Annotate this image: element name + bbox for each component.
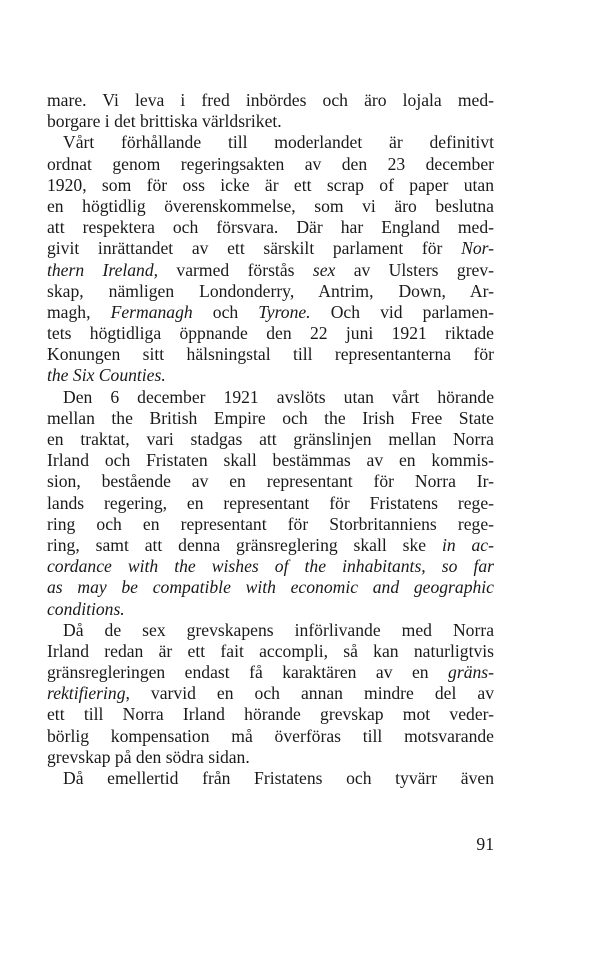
italic-text: in ac- xyxy=(441,534,494,555)
text-segment: Då de sex grevskapens införlivande med Norra xyxy=(63,619,494,640)
text-line xyxy=(47,175,494,196)
text-segment: varmed förstås xyxy=(158,259,313,280)
text-line xyxy=(47,217,494,238)
text-segment: Då emellertid från Fristatens och tyvärr även xyxy=(63,768,494,788)
italic-text: thern Ireland, xyxy=(47,259,159,280)
text-line xyxy=(47,726,494,747)
text-segment: och xyxy=(192,301,259,322)
text-line xyxy=(47,535,494,556)
text-line xyxy=(47,196,494,217)
body-text xyxy=(47,90,494,789)
text-line xyxy=(47,514,494,535)
text-segment: mellan the British Empire och the Irish Free State xyxy=(47,407,494,428)
text-line xyxy=(47,302,494,323)
text-segment: gränsregleringen endast få karaktären av en xyxy=(47,662,449,683)
text-line xyxy=(47,683,494,704)
italic-text: as may be compatible with economic and geographic xyxy=(47,577,494,598)
text-line xyxy=(47,154,494,175)
italic-text: gräns- xyxy=(448,662,494,683)
text-segment: att respektera och försvara. Där har England med- xyxy=(47,217,494,238)
text-segment: skap, nämligen Londonderry, Antrim, Down, Ar- xyxy=(47,280,494,301)
italic-text: Tyrone. xyxy=(258,301,311,322)
text-line xyxy=(47,556,494,577)
italic-text: Nor- xyxy=(461,238,494,259)
italic-text: Fermanagh xyxy=(110,301,193,322)
text-segment: 1920, som för oss icke är ett scrap of paper utan xyxy=(47,174,494,195)
text-line xyxy=(47,387,494,408)
text-segment: Den 6 december 1921 avslöts utan vårt hörande xyxy=(63,386,494,407)
text-segment: en högtidlig överenskommelse, som vi äro beslutna xyxy=(47,195,494,216)
text-segment: Irland och Fristaten skall bestämmas av en kommis- xyxy=(47,450,494,471)
text-segment: magh, xyxy=(47,301,111,322)
text-line xyxy=(47,260,494,281)
text-line xyxy=(47,323,494,344)
text-segment: lands regering, en representant för Fristatens rege- xyxy=(47,492,494,513)
text-segment: Och vid parlamen- xyxy=(310,301,494,322)
text-line xyxy=(47,768,494,789)
page-number: 91 xyxy=(476,834,494,854)
text-segment: av Ulsters grev- xyxy=(335,259,495,280)
text-segment: ordnat genom regeringsakten av den 23 december xyxy=(47,153,494,174)
italic-text: sex xyxy=(312,259,336,280)
text-line xyxy=(47,238,494,259)
text-line xyxy=(47,599,494,620)
text-segment: mare. Vi leva i fred inbördes och äro lojala med- xyxy=(47,90,494,110)
italic-text: conditions. xyxy=(47,598,125,619)
text-line xyxy=(47,111,494,132)
text-line xyxy=(47,450,494,471)
text-line xyxy=(47,471,494,492)
text-segment: givit inrättandet av ett särskilt parlament för xyxy=(47,238,462,259)
text-segment: ett till Norra Irland hörande grevskap mot veder- xyxy=(47,704,494,725)
text-line xyxy=(47,408,494,429)
text-segment: varvid en och annan mindre del av xyxy=(129,683,494,704)
text-line xyxy=(47,747,494,768)
text-line xyxy=(47,577,494,598)
text-segment: tets högtidliga öppnande den 22 juni 1921 riktade xyxy=(47,323,494,344)
text-segment: Konungen sitt hälsningstal till representanterna för xyxy=(47,344,494,365)
text-segment: Irland redan är ett fait accompli, så kan naturligtvis xyxy=(47,640,494,661)
text-segment: en traktat, vari stadgas att gränslinjen mellan Norra xyxy=(47,429,494,449)
text-segment: borgare i det brittiska världsriket. xyxy=(47,111,282,132)
italic-text: the Six Counties. xyxy=(47,365,166,386)
text-line xyxy=(47,132,494,153)
text-segment: grevskap på den södra sidan. xyxy=(47,746,250,767)
text-segment: Vårt förhållande till moderlandet är definitivt xyxy=(63,132,494,153)
italic-text: rektifiering, xyxy=(47,683,130,704)
text-line xyxy=(47,620,494,641)
text-segment: sion, bestående av en representant för Norra Ir- xyxy=(47,471,494,492)
text-line xyxy=(47,662,494,683)
text-line xyxy=(47,90,494,111)
text-line xyxy=(47,429,494,450)
text-line xyxy=(47,641,494,662)
italic-text: cordance with the wishes of the inhabitants, so far xyxy=(47,556,494,577)
text-line xyxy=(47,344,494,365)
text-line xyxy=(47,365,494,386)
text-segment: ring, samt att denna gränsreglering skall ske xyxy=(47,534,442,555)
text-line xyxy=(47,704,494,725)
text-line xyxy=(47,281,494,302)
text-line xyxy=(47,493,494,514)
text-segment: ring och en representant för Storbritanniens rege- xyxy=(47,513,494,534)
text-segment: börlig kompensation må överföras till motsvarande xyxy=(47,725,494,746)
